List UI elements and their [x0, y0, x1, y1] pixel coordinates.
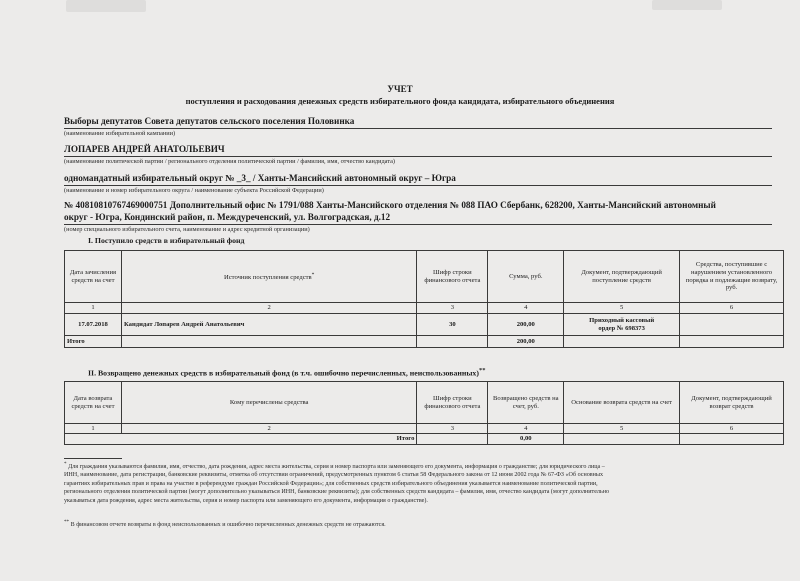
income-row-sum: 200,00: [488, 314, 564, 336]
scan-smudge-top-right: [652, 0, 722, 10]
section2-footnote-mark: **: [478, 367, 486, 374]
return-colnum: 2: [121, 424, 416, 434]
income-header-returnable: Средства, поступившие с нарушением установленного порядка и подлежащие возврату, руб.: [680, 251, 784, 303]
return-table: [64, 381, 784, 445]
return-colnum: 5: [564, 424, 680, 434]
campaign-caption: (наименование избирательной кампании): [64, 130, 176, 137]
income-header-source: Источник поступления средств*: [121, 251, 416, 303]
account-line-2: округ - Югра, Кондинский район, п. Междуреченский, ул. Волгоградская, д.12: [64, 212, 391, 222]
document-subtitle: поступления и расходования денежных средств избирательного фонда кандидата, избирательного объединения: [185, 96, 615, 106]
income-total-row: [65, 336, 784, 348]
section2-title: II. Возвращено денежных средств в избирательный фонд (в т.ч. ошибочно перечисленных, неиспользованных)**: [88, 367, 486, 378]
return-header-basis: Основание возврата средств на счет: [564, 382, 680, 424]
candidate-rule: [64, 156, 772, 157]
account-caption: (номер специального избирательного счета, наименование и адрес кредитной организации): [64, 226, 310, 233]
income-row-code: 30: [417, 314, 488, 336]
return-colnum: 1: [65, 424, 122, 434]
income-total-sum: 200,00: [488, 336, 564, 348]
income-colnum: 6: [680, 303, 784, 314]
income-row: [65, 314, 784, 336]
income-row-returnable: [680, 314, 784, 336]
account-line-1: № 40810810767469000751 Дополнительный офис № 1791/088 Ханты-Мансийского отделения № 088 ПАО Сбербанк, 628200, Ханты-Мансийский автономный: [64, 200, 716, 210]
income-header-code: Шифр строки финансового отчета: [417, 251, 488, 303]
income-row-date: 17.07.2018: [65, 314, 122, 336]
return-header-date: Дата возврата средств на счет: [65, 382, 122, 424]
return-header-document: Документ, подтверждающий возврат средств: [680, 382, 784, 424]
account-rule: [64, 224, 772, 225]
income-header-document: Документ, подтверждающий поступление средств: [564, 251, 680, 303]
district-name: одномандатный избирательный округ № _3_ / Ханты-Мансийский автономный округ – Югра: [64, 173, 456, 183]
income-colnum: 5: [564, 303, 680, 314]
return-colnum: 3: [417, 424, 488, 434]
return-total-label: Итого: [65, 434, 417, 445]
return-colnum: 4: [488, 424, 564, 434]
return-colnum: 6: [680, 424, 784, 434]
income-table: [64, 250, 784, 348]
income-row-source: Кандидат Лопарев Андрей Анатольевич: [121, 314, 416, 336]
return-header-recipient: Кому перечислены средства: [121, 382, 416, 424]
district-rule: [64, 185, 772, 186]
candidate-name: ЛОПАРЕВ АНДРЕЙ АНАТОЛЬЕВИЧ: [64, 144, 225, 154]
income-colnum: 1: [65, 303, 122, 314]
candidate-caption: (наименование политической партии / регионального отделения политической партии / фамилия, имя, отчество кандидата): [64, 158, 395, 165]
footnote-1: * Для граждания указываются фамилия, имя, отчество, дата рождения, адрес места жительства, серия и номер паспорта или заменяющего его документа, информация о гражданстве; для юридического лица – ИНН, наименование, дата регистрации, банковские реквизиты, отметка об отсутствии ограничений, предусмотренных пунктом 6 статьи 58 Федерального закона от 12 июня 2002 года № 67-ФЗ «Об основных гарантиях избирательных прав и права на участие в референдуме граждан Российской Федерации»; для собственных средств избирательного объединения указывается наименование политической партии, регионального отделения политической партии (могут дополнительно указываться ИНН, банковские реквизиты); для собственных средств кандидата – фамилия, имя, отчество кандидата (могут дополнительно указываться дата рождения, адрес места жительства, серия и номер паспорта или заменяющего его документа, информация о гражданстве).: [64, 461, 610, 504]
income-header-sum: Сумма, руб.: [488, 251, 564, 303]
footnote-separator: [64, 458, 122, 459]
return-header-code: Шифр строки финансового отчета: [417, 382, 488, 424]
campaign-name: Выборы депутатов Совета депутатов сельского поселения Половинка: [64, 116, 355, 126]
source-footnote-mark: *: [311, 271, 315, 278]
document-title: УЧЕТ: [387, 84, 413, 94]
campaign-rule: [64, 128, 772, 129]
income-colnum: 3: [417, 303, 488, 314]
income-row-document: Приходный кассовый ордер № 698373: [564, 314, 680, 336]
scan-smudge-top: [66, 0, 146, 12]
return-total-sum: 0,00: [488, 434, 564, 445]
income-colnum: 2: [121, 303, 416, 314]
income-header-date: Дата зачисления средств на счет: [65, 251, 122, 303]
section1-title: I. Поступило средств в избирательный фонд: [88, 236, 245, 245]
income-colnum: 4: [488, 303, 564, 314]
footnote-2: ** В финансовом отчете возвраты в фонд неиспользованных и ошибочно перечисленных денежных средств не отражаются.: [64, 519, 386, 529]
return-total-row: [65, 434, 784, 445]
return-header-sum: Возвращено средств на счет, руб.: [488, 382, 564, 424]
district-caption: (наименование и номер избирательного округа / наименование субъекта Российской Федерации): [64, 187, 324, 194]
income-total-label: Итого: [65, 336, 122, 348]
